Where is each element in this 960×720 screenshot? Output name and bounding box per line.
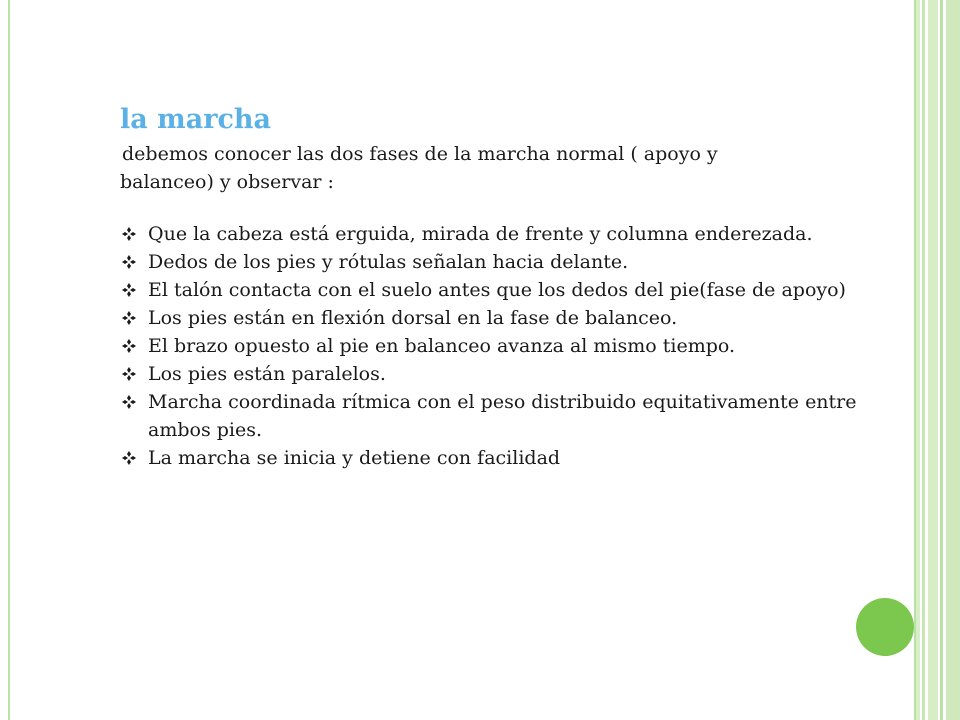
four-diamond-bullet-icon [122, 367, 136, 381]
bullet-text: El talón contacta con el suelo antes que los dedos del pie(fase de apoyo) [148, 279, 846, 301]
decorative-stripes [916, 0, 960, 720]
slide-content [120, 100, 865, 472]
bullet-text: Que la cabeza está erguida, mirada de frente y columna enderezada. [148, 223, 813, 245]
list-item [120, 248, 865, 276]
four-diamond-bullet-icon [122, 255, 136, 269]
bullet-text: Los pies están en flexión dorsal en la fase de balanceo. [148, 307, 678, 329]
bullet-text: La marcha se inicia y detiene con facilidad [148, 447, 561, 469]
four-diamond-bullet-icon [122, 227, 136, 241]
bullet-text: Marcha coordinada rítmica con el peso distribuido equitativamente entre ambos pies. [148, 391, 857, 441]
bullet-list [120, 220, 865, 472]
list-item [120, 220, 865, 248]
bullet-text: Los pies están paralelos. [148, 363, 386, 385]
list-item [120, 444, 865, 472]
list-item [120, 388, 865, 444]
four-diamond-bullet-icon [122, 339, 136, 353]
bullet-text: Dedos de los pies y rótulas señalan hacia delante. [148, 251, 629, 273]
four-diamond-bullet-icon [122, 395, 136, 409]
list-item [120, 304, 865, 332]
intro-text-line-2: balanceo) y observar : [120, 171, 334, 193]
green-circle-decoration [856, 598, 914, 656]
list-item [120, 360, 865, 388]
intro-text-line-1: debemos conocer las dos fases de la marcha normal ( apoyo y [122, 143, 718, 165]
list-item [120, 276, 865, 304]
four-diamond-bullet-icon [122, 283, 136, 297]
four-diamond-bullet-icon [122, 451, 136, 465]
list-item [120, 332, 865, 360]
bullet-text: El brazo opuesto al pie en balanceo avanza al mismo tiempo. [148, 335, 736, 357]
four-diamond-bullet-icon [122, 311, 136, 325]
slide-title: la marcha [120, 104, 272, 135]
